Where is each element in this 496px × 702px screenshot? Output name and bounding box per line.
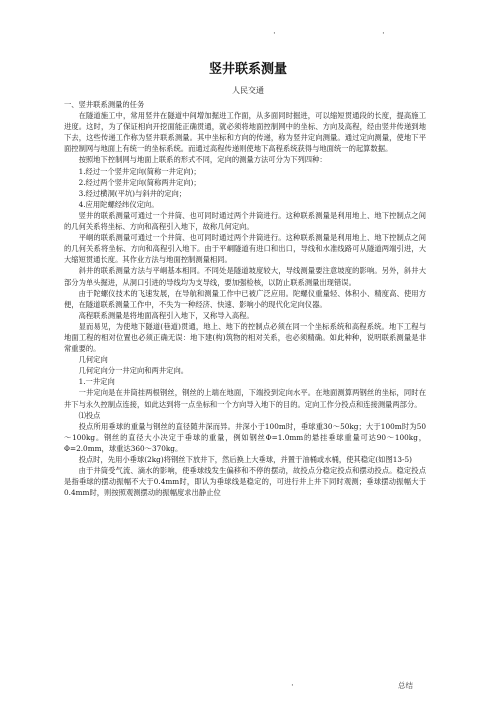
paragraph: 一、竖井联系测量的任务 [64,100,145,109]
paragraph: 竖井的联系测量可通过一个井筒、也可同时通过两个井筒进行。这种联系测量是利用地上、地下控制点之间的几何关系将坐标、方向和高程引入地下，故称几何定向。 [64,210,426,232]
paragraph: 平峒的联系测量可通过一个井筒、也可同时通过两个井筒进行。这种联系测量是利用地上、地下控制点之间的几何关系将坐标、方向和高程引入地下。由于平峒隧道有进口和出口，导线和水准线路可从隧道两端引进，大大缩短贯通长度。其作业方法与地面控制测量相同。 [64,233,426,265]
section-heading: ⑴投点 [78,410,101,420]
author-line: 人民交通 [232,86,264,95]
section-heading: 几何定向 [78,355,108,365]
paragraph: 在隧道施工中，常用竖井在隧道中间增加掘进工作面，从多面同时掘进，可以缩短贯通段的长度，提高施工进度。这时，为了保证相向开挖面能正确贯通，就必须将地面控制网中的坐标、方向及高程，经由竖井传递到地下去，这些传递工作称为竖井联系测量。其中坐标和方向的传递，称为竖井定向测量。通过定向测量，使地下平面控制网与地面上有统一的坐标系统。而通过高程传递则使地下高程系统获得与地面统一的起算数据。 [64,111,426,154]
paragraph: 高程联系测量是将地面高程引入地下，又称导入高程。 [78,310,254,320]
footer-mark: · [291,681,294,691]
list-item: 1.经过一个竖井定向(简称一井定向)； [78,166,201,176]
section-heading: 1.一井定向 [78,377,115,387]
footer-label: 总结 [398,681,413,690]
header-mark-left: · [273,29,276,39]
paragraph: 由于陀螺仪技术的飞速发展，在导航和测量工作中已被广泛应用。陀螺仪重量轻、体积小、精度高、使用方便，在隧道联系测量工作中，不失为一种经济、快速、影响小的现代化定向仪器。 [64,288,426,309]
paragraph: 投点时，先用小垂球(2kg)将钢丝下放井下，然后换上大垂球，并置于油桶或水桶，使其稳定(如图13-5) [78,455,412,464]
document-body [64,99,426,498]
list-item: 2.经过两个竖井定向(简称两井定向)； [78,177,201,187]
paragraph: 几何定向分一井定向和两井定向。 [78,366,189,376]
paragraph: 由于井筒受气流、滴水的影响，使垂球线发生偏移和不停的摆动，故投点分稳定投点和摆动投点。稳定投点是指垂球的摆动振幅不大于0.4mm时，即认为垂球线是稳定的，可进行井上井下同时观测；垂球摆动振幅大于0.4mm时，则按照观测摆动的振幅度求出静止位 [64,466,426,498]
paragraph: 投点所用垂球的重量与钢丝的直径随井深而异。井深小于100m时，垂球重30～50kg；大于100m时为50～100kg。钢丝的直径大小决定于垂球的重量，例如钢丝Φ=1.0mm的悬挂垂球重量可达90～100kg，Φ=2.0mm，球重达360～370kg。 [64,421,426,453]
paragraph: 按照地下控制网与地面上联系的形式不同，定向的测量方法可分为下列四种： [78,155,327,165]
list-item: 3.经过横洞(平坑)与斜井的定向； [78,188,187,198]
header-mark-right: · [382,29,385,39]
paragraph: 一井定向是在井筒挂两根钢丝，钢丝的上端在地面，下端投到定向水平。在地面测算两钢丝的坐标，同时在井下与永久控制点连接，如此达到将一点坐标和一个方向导入地下的目的。定向工作分投点和连接测量两部分。 [64,388,426,409]
paragraph: 显而易见，为使地下隧道(巷道)贯通，地上、地下的控制点必须在同一个坐标系统和高程系统。地下工程与地面工程的相对位置也必须正确无误：地下建(构)筑物的相对关系，也必须精确。如此种种，说明联系测量是非常重要的。 [64,321,426,354]
page-title: 竖井联系测量 [208,62,287,77]
list-item: 4.应用陀螺经纬仪定向。 [78,199,159,209]
paragraph: 斜井的联系测量方法与平峒基本相同。不同处是隧道坡度较大，导线测量要注意坡度的影响。另外，斜井大部分为单头掘进，从洞口引进的导线均为支导线，要加强检核，以防止联系测量出现错误。 [64,266,426,287]
